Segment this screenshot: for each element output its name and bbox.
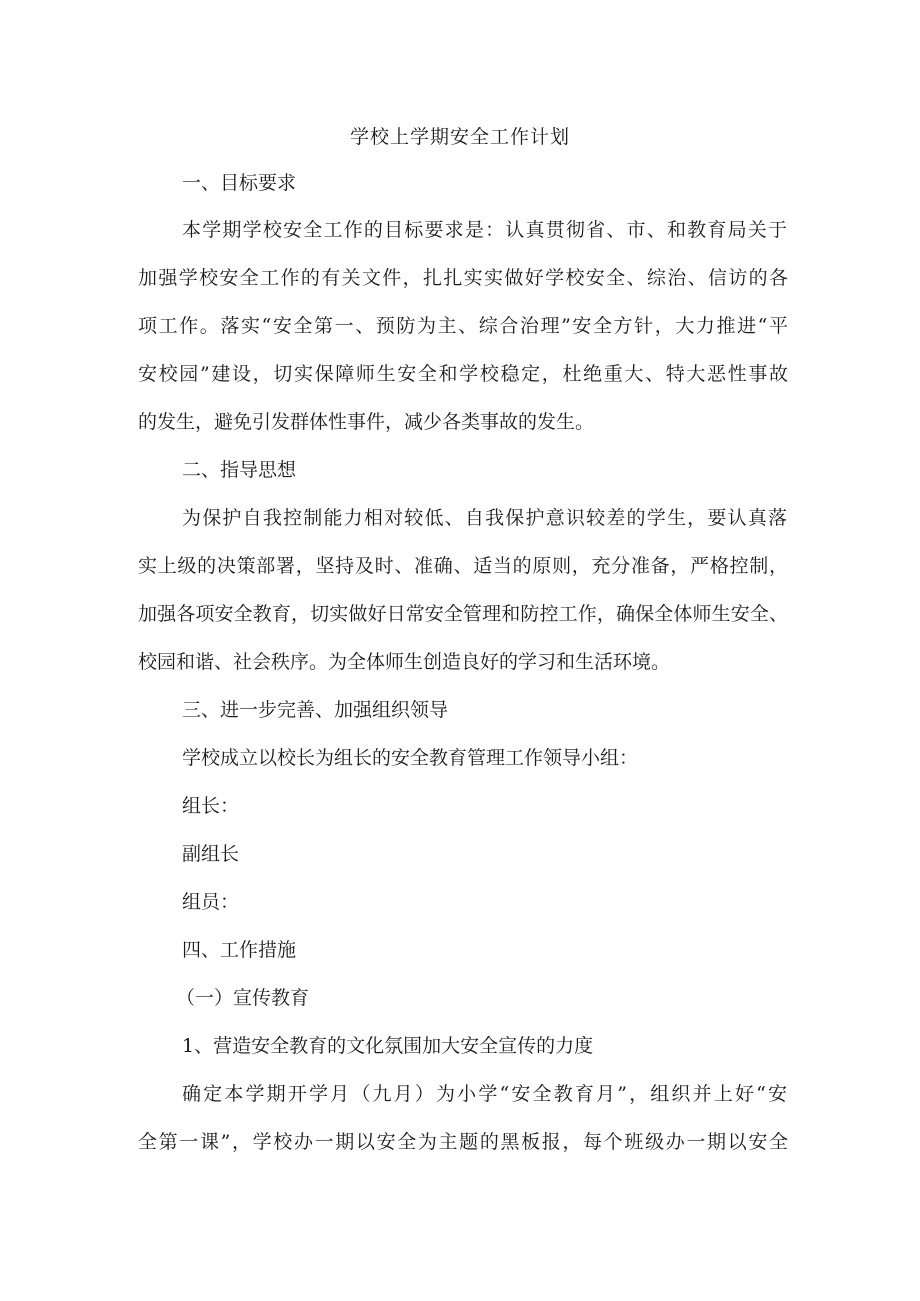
paragraph-line: 加强各项安全教育，切实做好日常安全管理和防控工作，确保全体师生安全、 [138,603,788,625]
paragraph-line: 项工作。落实“安全第一、预防为主、综合治理”安全方针，大力推进“平 [138,315,788,337]
paragraph-line: 为保护自我控制能力相对较低、自我保护意识较差的学生，要认真落 [182,507,787,529]
members-label: 组员： [182,891,240,913]
paragraph-line: 加强学校安全工作的有关文件，扎扎实实做好学校安全、综治、信访的各 [138,267,788,289]
subheading: （一）宣传教育 [176,987,310,1009]
paragraph-line: 本学期学校安全工作的目标要求是：认真贯彻省、市、和教育局关于 [182,219,787,241]
numbered-item: 1、营造安全教育的文化氛围加大安全宣传的力度 [182,1035,594,1057]
paragraph-line: 校园和谐、社会秩序。为全体师生创造良好的学习和生活环境。 [138,651,671,673]
heading-1: 一、目标要求 [182,172,297,194]
paragraph-line: 安校园”建设，切实保障师生安全和学校稳定，杜绝重大、特大恶性事故 [138,363,788,385]
leader-label: 组长： [182,795,240,817]
paragraph-line: 学校成立以校长为组长的安全教育管理工作领导小组： [182,747,639,769]
document-title: 学校上学期安全工作计划 [349,126,570,148]
paragraph-line: 全第一课”，学校办一期以安全为主题的黑板报，每个班级办一期以安全 [138,1131,788,1153]
paragraph-line: 的发生，避免引发群体性事件，减少各类事故的发生。 [138,411,595,433]
paragraph-line: 确定本学期开学月（九月）为小学“安全教育月”，组织并上好“安 [182,1083,787,1105]
heading-3: 三、进一步完善、加强组织领导 [182,699,449,721]
paragraph-line: 实上级的决策部署，坚持及时、准确、适当的原则，充分准备，严格控制， [138,555,788,577]
heading-2: 二、指导思想 [182,459,297,481]
deputy-leader-label: 副组长 [182,843,240,865]
heading-4: 四、工作措施 [182,939,297,961]
